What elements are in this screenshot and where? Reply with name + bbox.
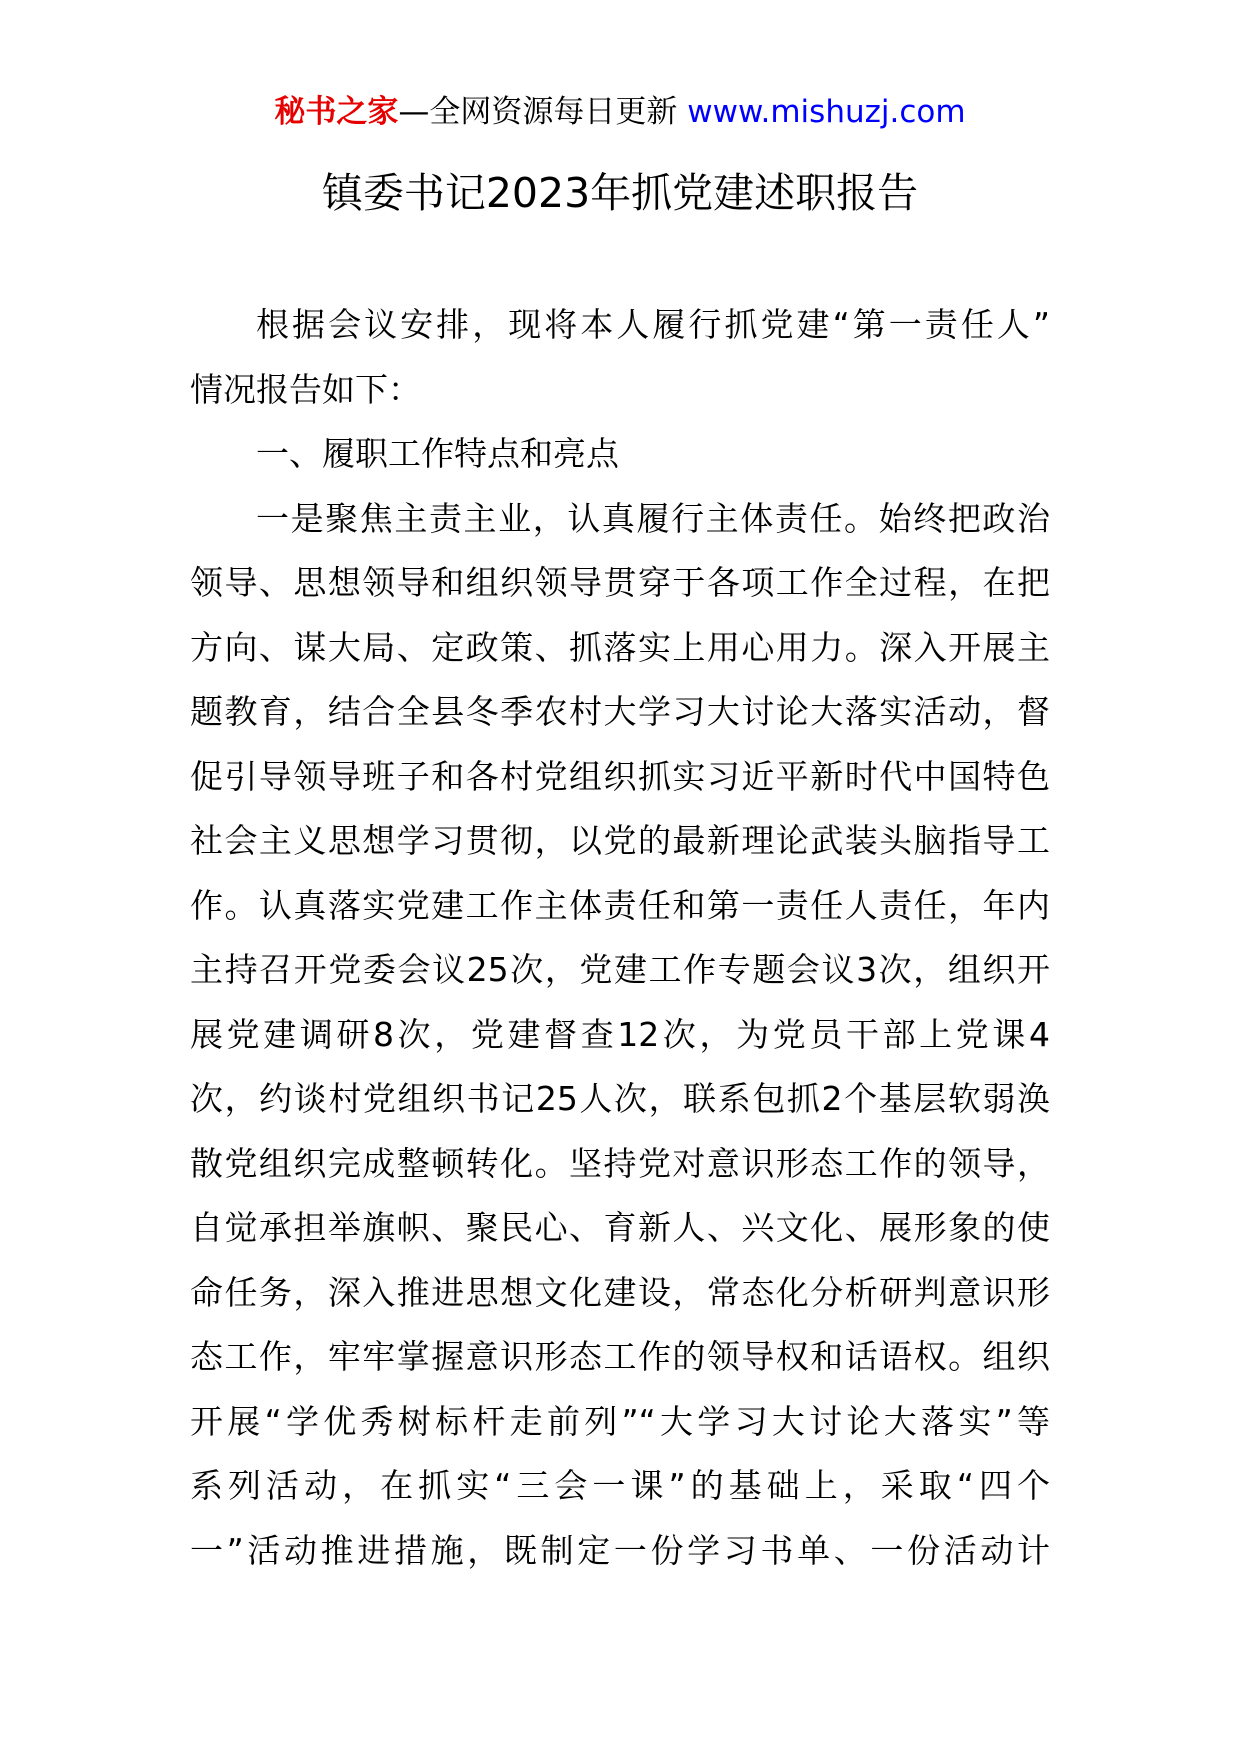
paragraph-line: 根据会议安排，现将本人履行抓党建“第一责任人” xyxy=(256,305,1050,344)
paragraph-line: 题教育，结合全县冬季农村大学习大讨论大落实活动，督 xyxy=(190,692,1050,731)
paragraph-line: 领导、思想领导和组织领导贯穿于各项工作全过程，在把 xyxy=(190,563,1050,602)
site-url-link[interactable]: www.mishuzj.com xyxy=(687,94,966,130)
document-title: 镇委书记2023年抓党建述职报告 xyxy=(321,169,919,217)
paragraph-line: 散党组织完成整顿转化。坚持党对意识形态工作的领导， xyxy=(190,1143,1050,1183)
site-brand: 秘书之家 xyxy=(274,94,399,130)
paragraph-line: 方向、谋大局、定政策、抓落实上用心用力。深入开展主 xyxy=(190,627,1050,667)
paragraph-line: 展党建调研8次，党建督查12次，为党员干部上党课4 xyxy=(190,1014,1050,1054)
paragraph-line: 态工作，牢牢掌握意识形态工作的领导权和话语权。组织 xyxy=(190,1337,1050,1376)
paragraph-line: 社会主义思想学习贯彻，以党的最新理论武装头脑指导工 xyxy=(190,821,1050,860)
paragraph-line: 一”活动推进措施，既制定一份学习书单、一份活动计 xyxy=(190,1530,1050,1570)
paragraph-line: 一是聚焦主责主业，认真履行主体责任。始终把政治 xyxy=(256,498,1050,538)
paragraph-line: 主持召开党委会议25次，党建工作专题会议3次，组织开 xyxy=(190,950,1050,989)
paragraph-line: 自觉承担举旗帜、聚民心、育新人、兴文化、展形象的使 xyxy=(190,1208,1050,1247)
section-heading: 一、履职工作特点和亮点 xyxy=(256,434,619,473)
paragraph-line: 情况报告如下： xyxy=(190,369,421,409)
paragraph-line: 开展“学优秀树标杆走前列”“大学习大讨论大落实”等 xyxy=(190,1401,1050,1441)
document-body xyxy=(190,293,1050,1583)
paragraph-line: 次，约谈村党组织书记25人次，联系包抓2个基层软弱涣 xyxy=(190,1079,1050,1118)
site-header xyxy=(0,92,1240,132)
paragraph-line: 作。认真落实党建工作主体责任和第一责任人责任，年内 xyxy=(190,885,1050,925)
paragraph-line: 促引导领导班子和各村党组织抓实习近平新时代中国特色 xyxy=(190,756,1050,796)
paragraph-line: 系列活动，在抓实“三会一课”的基础上，采取“四个 xyxy=(190,1466,1050,1505)
paragraph-line: 命任务，深入推进思想文化建设，常态化分析研判意识形 xyxy=(190,1272,1050,1312)
site-tagline: —全网资源每日更新 xyxy=(398,94,678,130)
